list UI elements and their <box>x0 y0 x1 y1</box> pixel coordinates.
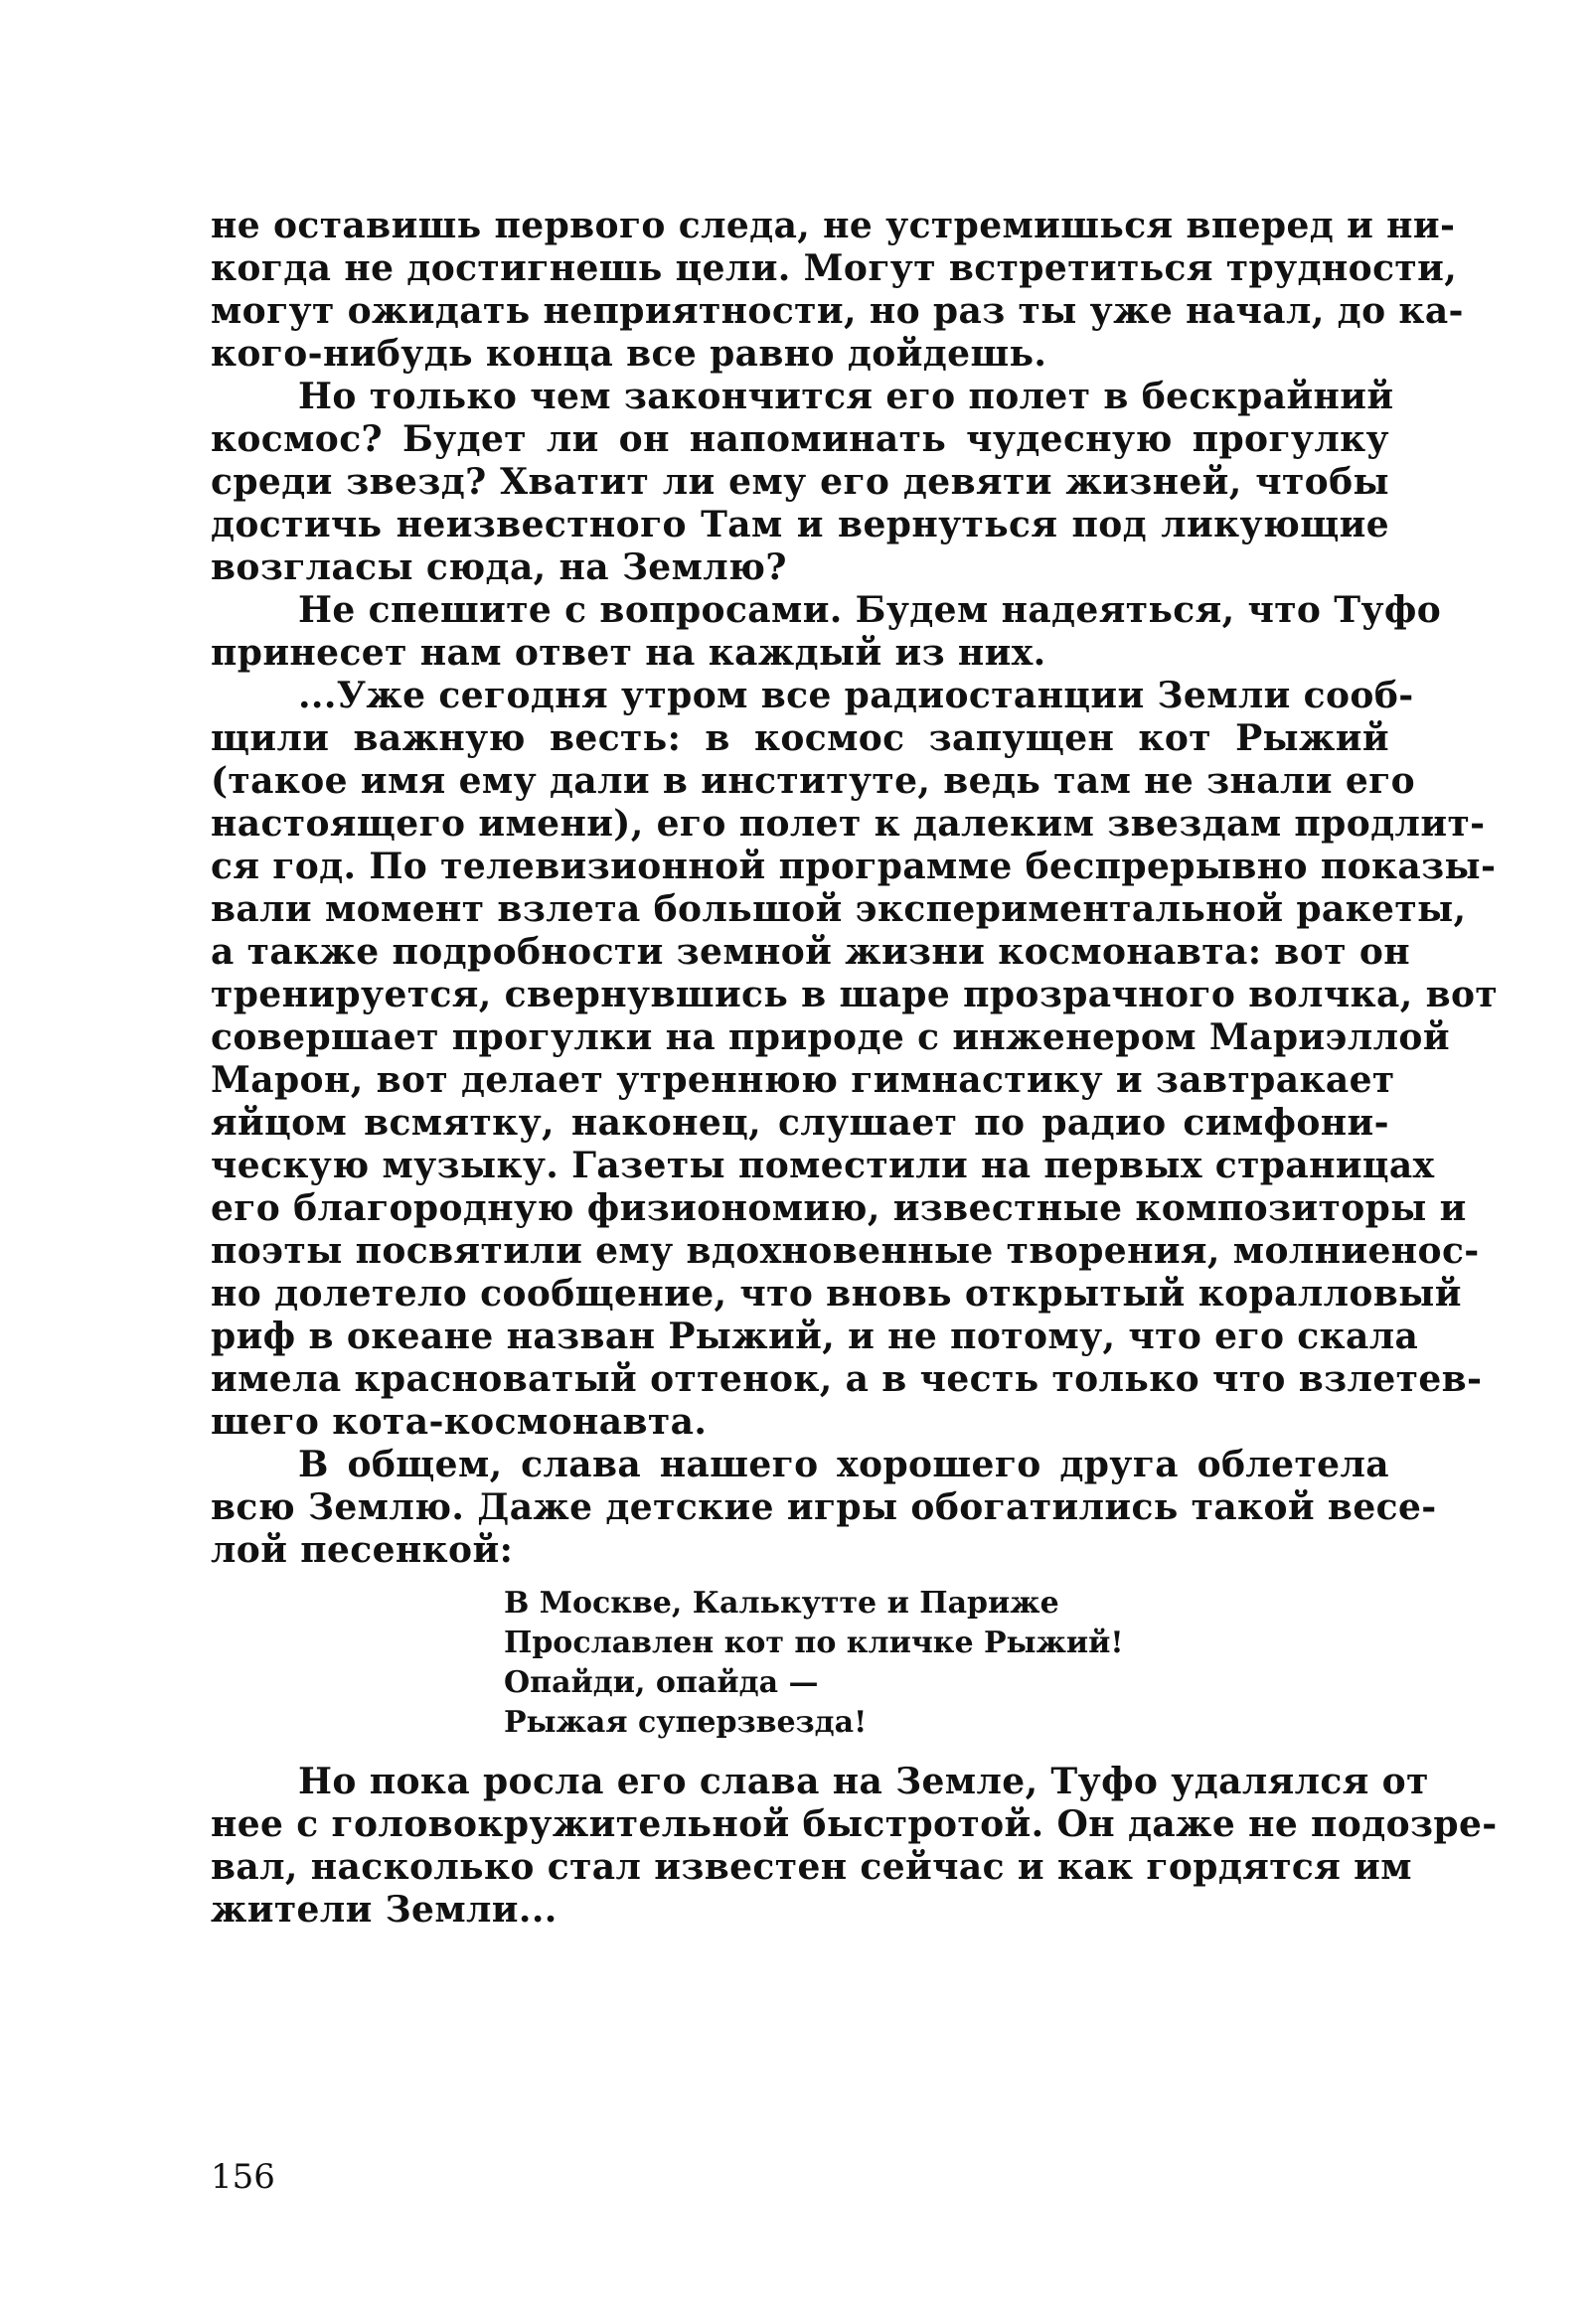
verse-line: Прославлен кот по кличке Рыжий! <box>504 1626 1124 1660</box>
text-line: совершает прогулки на природе с инженером Мариэллой <box>211 1016 1450 1058</box>
text-line: вал, насколько стал известен сейчас и как гордятся им <box>211 1846 1412 1888</box>
text-line: достичь неизвестного Там и вернуться под ликующие <box>211 504 1389 545</box>
text-line: настоящего имени), его полет к далеким звездам продлит- <box>211 803 1486 845</box>
verse-line: В Москве, Калькутте и Париже <box>504 1586 1059 1621</box>
text-line: возгласы сюда, на Землю? <box>211 546 787 588</box>
verse-line: Рыжая суперзвезда! <box>504 1705 868 1740</box>
text-line: принесет нам ответ на каждый из них. <box>211 632 1046 674</box>
verse-line: Опайди, опайда — <box>504 1665 819 1700</box>
text-line: Не спешите с вопросами. Будем надеяться, что Туфо <box>298 589 1442 631</box>
text-line: Марон, вот делает утреннюю гимнастику и завтракает <box>211 1059 1395 1101</box>
text-line: лой песенкой: <box>211 1529 514 1571</box>
text-line: космос? Будет ли он напоминать чудесную прогулку <box>211 418 1389 460</box>
text-line: кого-нибудь конца все равно дойдешь. <box>211 333 1047 375</box>
text-line: шего кота-космонавта. <box>211 1401 708 1443</box>
text-line: Но только чем закончится его полет в бескрайний <box>298 376 1394 417</box>
text-line: нее с головокружительной быстротой. Он даже не подозре- <box>211 1803 1498 1845</box>
text-line: щили важную весть: в космос запущен кот Рыжий <box>211 717 1389 759</box>
text-line: (такое имя ему дали в институте, ведь там не знали его <box>211 760 1416 802</box>
text-line: поэты посвятили ему вдохновенные творения, молниенос- <box>211 1230 1480 1272</box>
text-line: жители Земли... <box>211 1889 558 1931</box>
text-line: тренируется, свернувшись в шаре прозрачного волчка, вот <box>211 974 1499 1015</box>
text-line: риф в океане назван Рыжий, и не потому, что его скала <box>211 1316 1419 1357</box>
page-number: 156 <box>211 2157 275 2197</box>
text-line: В общем, слава нашего хорошего друга облетела <box>298 1444 1389 1485</box>
text-line: могут ожидать неприятности, но раз ты уже начал, до ка- <box>211 290 1464 332</box>
text-line: всю Землю. Даже детские игры обогатились такой весе- <box>211 1486 1437 1528</box>
text-line: не оставишь первого следа, не устремишься вперед и ни- <box>211 205 1456 246</box>
text-line: ...Уже сегодня утром все радиостанции Земли сооб- <box>298 675 1414 716</box>
text-line: ческую музыку. Газеты поместили на первых страницах <box>211 1145 1435 1186</box>
text-line: но долетело сообщение, что вновь открытый коралловый <box>211 1273 1462 1315</box>
text-line: яйцом всмятку, наконец, слушает по радио симфони- <box>211 1102 1389 1144</box>
text-line: ся год. По телевизионной программе беспрерывно показы- <box>211 846 1497 887</box>
text-line: когда не достигнешь цели. Могут встретиться трудности, <box>211 247 1458 289</box>
text-line: вали момент взлета большой экспериментальной ракеты, <box>211 888 1467 930</box>
text-line: Но пока росла его слава на Земле, Туфо удалялся от <box>298 1761 1429 1802</box>
text-line: имела красноватый оттенок, а в честь только что взлетев- <box>211 1358 1483 1400</box>
text-line: а также подробности земной жизни космонавта: вот он <box>211 931 1410 973</box>
text-line: его благородную физиономию, известные композиторы и <box>211 1187 1467 1229</box>
text-line: среди звезд? Хватит ли ему его девяти жизней, чтобы <box>211 461 1389 503</box>
